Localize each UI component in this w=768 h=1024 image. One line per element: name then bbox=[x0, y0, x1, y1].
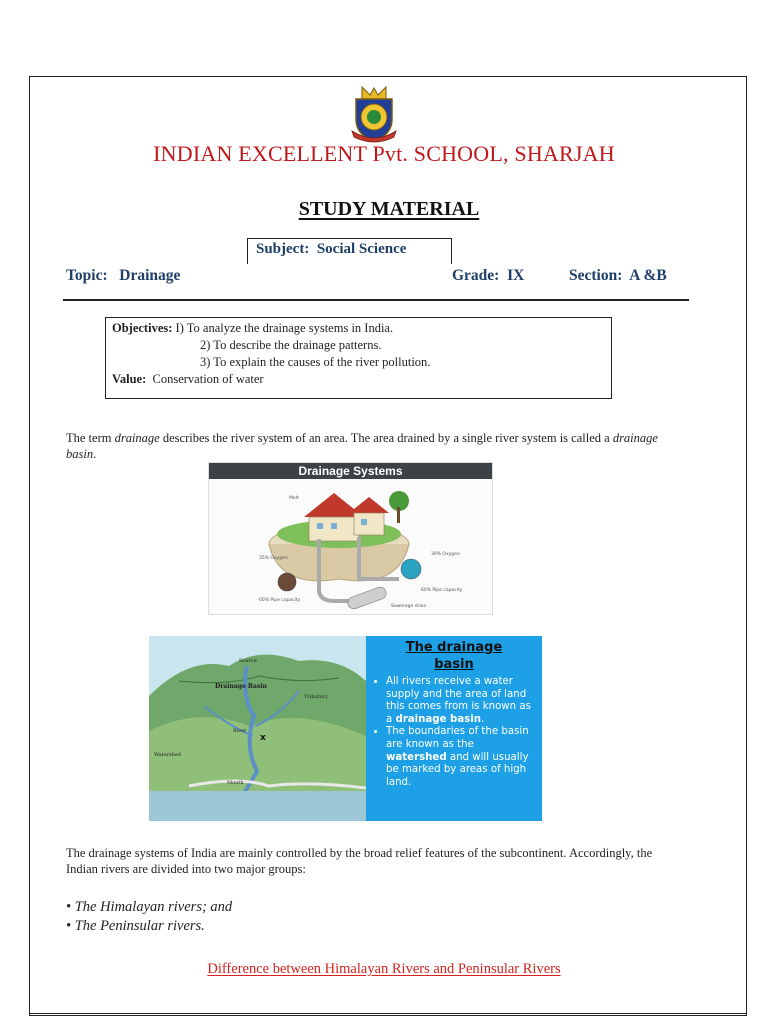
objective-item-2: 2) To describe the drainage patterns. bbox=[200, 338, 382, 352]
river-groups-list bbox=[66, 898, 232, 936]
panel-bullet-2 bbox=[386, 726, 536, 789]
label-watershed: Watershed bbox=[154, 752, 181, 758]
drainage-basin-figure bbox=[149, 636, 542, 821]
intro-term-drainage: drainage bbox=[114, 431, 160, 445]
label-drainage-basin: Drainage Basin bbox=[215, 683, 267, 690]
figure-header: Drainage Systems bbox=[209, 463, 492, 479]
river-group-himalayan: • The Himalayan rivers; and bbox=[66, 899, 233, 915]
intro-term-drainage-basin: drainage basin bbox=[66, 431, 658, 461]
objectives-box bbox=[105, 317, 612, 399]
label-river: River bbox=[233, 728, 247, 734]
drainage-basin-map bbox=[149, 636, 366, 821]
page-bottom-border bbox=[29, 1013, 747, 1016]
label-left-pipe: 60% Pipe capacity bbox=[259, 598, 301, 603]
objective-item-3: 3) To explain the causes of the river pollution. bbox=[200, 355, 431, 369]
value-text: Conservation of water bbox=[146, 372, 264, 386]
school-crest-logo bbox=[348, 85, 400, 143]
value-line bbox=[112, 371, 611, 388]
label-tributary: Tributary bbox=[304, 694, 328, 700]
topic-label: Topic: Drainage bbox=[66, 267, 181, 284]
panel-title-line-2: basin bbox=[434, 657, 474, 672]
drainage-illustration bbox=[209, 479, 493, 615]
panel-bullet-2-end: and will usually be marked by areas of high land. bbox=[386, 751, 529, 788]
drainage-systems-figure bbox=[208, 462, 493, 615]
subject-label: Subject: Social Science bbox=[247, 238, 452, 264]
panel-title bbox=[372, 639, 536, 673]
label-left-oxygen: 35% Oxygen bbox=[259, 556, 288, 561]
label-mouth: Mouth bbox=[227, 780, 244, 786]
panel-bullet-1-end: . bbox=[481, 713, 485, 725]
map-marker-x: x bbox=[260, 733, 266, 743]
objective-line-1 bbox=[112, 320, 611, 337]
intro-text-1: The term bbox=[66, 431, 115, 445]
panel-bullet-1 bbox=[386, 676, 536, 726]
panel-bullet-2-text: The boundaries of the basin are known as the bbox=[386, 726, 529, 750]
label-sewer: Sewerage drain bbox=[391, 604, 427, 609]
drainage-basin-panel bbox=[366, 636, 542, 821]
section-label: Section: A &B bbox=[569, 267, 667, 284]
panel-bullet-1-text: All rivers receive a water supply and the area of land this comes from is known as a bbox=[386, 676, 531, 725]
document-title: STUDY MATERIAL bbox=[298, 198, 480, 220]
intro-paragraph bbox=[66, 430, 686, 462]
panel-bullet-list bbox=[372, 676, 536, 789]
objectives-label: Objectives: bbox=[112, 321, 173, 335]
school-name: INDIAN EXCELLENT Pvt. SCHOOL, SHARJAH bbox=[153, 141, 615, 166]
label-source: Source bbox=[239, 658, 257, 664]
river-group-peninsular: • The Peninsular rivers. bbox=[66, 918, 205, 934]
intro-text-2: describes the river system of an area. The area drained by a single river system is called a bbox=[159, 431, 613, 445]
panel-bullet-1-bold: drainage basin bbox=[395, 713, 482, 725]
label-right-pipe: 60% Pipe capacity bbox=[421, 588, 463, 593]
label-melt: Melt bbox=[289, 496, 299, 501]
objective-item-1: I) To analyze the drainage systems in India. bbox=[172, 321, 394, 335]
grade-label: Grade: IX bbox=[452, 267, 525, 284]
label-right-oxygen: 30% Oxygen bbox=[431, 552, 460, 557]
panel-title-line-1: The drainage bbox=[405, 640, 503, 655]
difference-link[interactable]: Difference between Himalayan Rivers and Peninsular Rivers bbox=[207, 961, 561, 977]
panel-bullet-2-bold: watershed bbox=[386, 751, 447, 763]
value-label: Value: bbox=[112, 372, 147, 386]
intro-text-3: . bbox=[93, 447, 97, 461]
header-divider bbox=[63, 299, 689, 301]
relief-paragraph: The drainage systems of India are mainly controlled by the broad relief features of the subcontinent. Accordingly, the Indian rivers are divided into two major groups: bbox=[66, 846, 653, 876]
